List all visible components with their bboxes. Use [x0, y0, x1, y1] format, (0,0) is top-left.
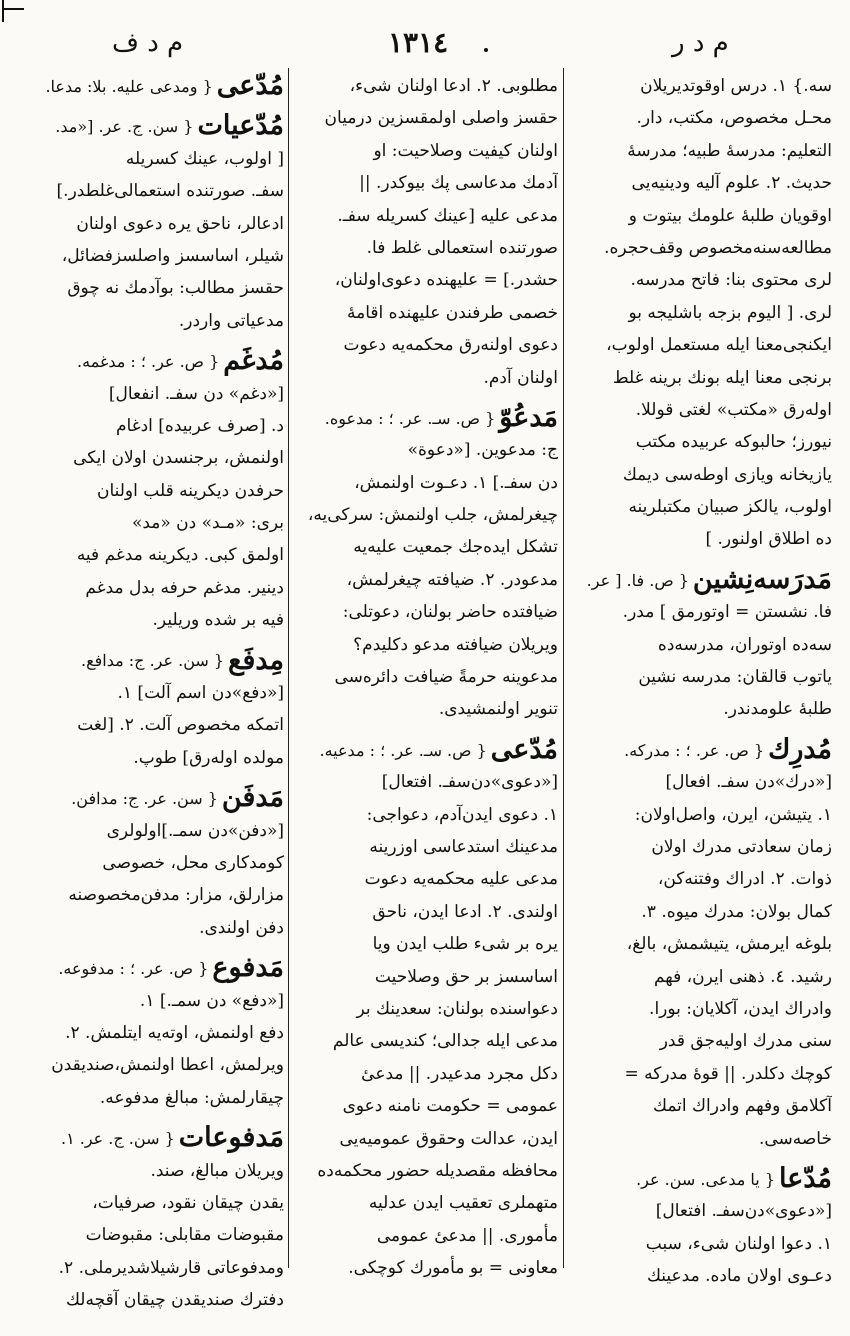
dictionary-entry: [22, 782, 284, 944]
entry-text-line: یازیخانه ویازی اوطه‌سی دیمك: [622, 464, 832, 485]
entry-gap: [296, 394, 558, 402]
entry-head-line: [570, 734, 832, 766]
column-rule-left: [288, 68, 289, 1268]
entry-text-line: ضیافتده حاضر بولنان، دعوتلی:: [342, 602, 558, 623]
entry-text-line: ومدفوعاتی قارشیلاشدیرملی. ٢.: [58, 1257, 284, 1278]
corner-crop-mark-horizontal: [2, 8, 24, 10]
entry-gap: [22, 944, 284, 952]
entry-gap: [22, 337, 284, 345]
entry-text-line: التعلیم: مدرسهٔ طبیه؛ مدرسهٔ: [627, 140, 832, 161]
entry-text-line: دینیر. مدغم حرفه بدل مدغم: [85, 577, 284, 598]
entry-text-line: ١. یتیشن، ایرن، واصل‌اولان:: [634, 804, 832, 825]
entry-gap: [22, 637, 284, 645]
entry-text-line: خصمی طرفندن علیهنده اقامهٔ: [347, 302, 558, 323]
entry-text-line: سه.} ١. درس اوقوتدیریلان: [640, 76, 832, 96]
entry-text-line: مدعودر. ٢. ضیافته چیغرلمش،: [346, 569, 558, 590]
entry-text-line: [«دغم» دن سفـ. انفعال]: [108, 383, 284, 404]
dictionary-entry: [296, 402, 558, 726]
entry-headword: مُدّعی: [490, 733, 558, 765]
column-middle: [296, 70, 558, 1284]
entry-text-line: ویریلان مبالغ، صند.: [150, 1160, 284, 1181]
corner-crop-mark: [2, 0, 4, 22]
entry-text-line: کمال بولان: مدرك میوه. ٣.: [641, 901, 832, 922]
entry-text-line: عمومی = حکومت نامنه دعوی: [342, 1096, 558, 1117]
entry-head-line: [22, 782, 284, 814]
dictionary-entry: [296, 70, 558, 394]
entry-gap: [22, 102, 284, 110]
column-rule-right: [563, 68, 564, 1268]
entry-text-line: مأموری. || مدعیٔ عمومی: [376, 1225, 558, 1246]
entry-text-line: برنجی معنا ایله بونك برینه غلط: [612, 367, 832, 388]
entry-text-line: دعوی اولنه‌رق محکمه‌یه دعوت: [343, 335, 558, 356]
entry-headword: مِدفَع: [228, 644, 284, 676]
entry-text-line: یاتوب قالقان: مدرسه نشین: [638, 667, 832, 688]
entry-text-line: تنویر اولنمشیدی.: [438, 699, 558, 720]
entry-text-line: معاونی = بو مأمورك کوچکی.: [348, 1258, 558, 1279]
entry-text-line: [«دعوی»دن‌سفـ. افتعال]: [655, 1201, 832, 1222]
column-left: [22, 70, 284, 1316]
entry-text-line: زمان سعادتی مدرك اولان: [651, 836, 832, 857]
entry-text-line: [«درك»دن سفـ. افعال]: [665, 772, 832, 793]
entry-head-line: [22, 110, 284, 142]
entry-text-line: [«دفع» دن سمـ.] ١.: [139, 990, 284, 1011]
dictionary-entry: [570, 1163, 832, 1293]
entry-text-line: صورتنده استعمالی غلط فا.: [366, 237, 558, 258]
entry-text-line: کوچك دکلدر. || قوهٔ مدرکه =: [624, 1063, 832, 1084]
entry-text-line: بلوغه ایرمش، یتیشمش، بالغ،: [626, 934, 832, 955]
entry-text-line: مدعیاتی واردر.: [178, 310, 284, 331]
column-right: [570, 70, 832, 1292]
entry-text-line: ویریلان ضیافته مدعو دکلیدم؟: [353, 634, 558, 655]
entry-text-line: لری محتوی بنا: فاتح مدرسه.: [630, 270, 832, 291]
entry-text-line: آکلامق وفهم وادراك اتمك: [653, 1096, 832, 1117]
page-number: ١٣١٤: [388, 26, 449, 59]
entry-grammar: { سن. عر. ج: مدافن.: [71, 788, 218, 808]
entry-text-line: مولده اوله‌رق] طوپ.: [133, 747, 284, 768]
entry-headword: مَدفوع: [212, 952, 284, 984]
dictionary-entry: [22, 345, 284, 637]
dictionary-entry: [22, 1122, 284, 1316]
entry-text-line: سه‌ده اوتوران، مدرسه‌ده: [657, 634, 832, 655]
entry-text-line: [«دعوی»دن‌سفـ. افتعال]: [381, 772, 558, 793]
entry-text-line: دعواسنده بولنان: سعدینك بر: [356, 998, 558, 1019]
entry-head-line: [570, 1163, 832, 1195]
entry-headword: مُدرِك: [768, 733, 832, 765]
entry-text-line: سنی مدرك اولیه‌جق قدر: [659, 1031, 832, 1052]
entry-text-line: [«دفن»دن سمـ.]اولولری: [106, 820, 284, 841]
entry-head-line: [570, 564, 832, 596]
entry-text-line: اتمکه مخصوص آلت. ٢. [لغت: [77, 715, 284, 736]
entry-text-line: حدیث. ٢. علوم آلیه ودینیه‌یی: [631, 173, 832, 194]
entry-text-line: لری. [ الیوم بزجه باشلیجه بو: [628, 302, 832, 323]
entry-text-line: اولندی. ٢. ادعا ایدن، ناحق: [372, 901, 558, 922]
header-right-letters: م د ر: [672, 28, 729, 58]
entry-text-line: دفن اولندی.: [199, 917, 284, 938]
entry-text-line: خاصه‌سی.: [758, 1128, 832, 1149]
dictionary-entry: [22, 952, 284, 1114]
entry-text-line: اولوب، یالکز صبیان مکتبلرینه: [628, 497, 832, 518]
entry-text-line: مدعوینه حرمةً ضیافت دائره‌سی: [334, 667, 558, 688]
entry-text-line: تشکل ایده‌جك جمعیت علیه‌یه: [353, 537, 558, 558]
header-left-letters: م د ف: [112, 28, 184, 58]
entry-headword: مُدغَم: [223, 345, 284, 377]
entry-text-line: مدعی علیه محکمه‌یه دعوت: [364, 869, 558, 890]
dictionary-entry: [22, 70, 284, 102]
entry-text-line: فیه بر شده وریلیر.: [152, 610, 284, 631]
entry-text-line: یقدن چیقان نقود، صرفیات،: [92, 1192, 284, 1213]
entry-text-line: مطالعه‌سنه‌مخصوص وقف‌حجره.: [604, 237, 832, 258]
entry-text-line: اولنان آدم.: [483, 367, 558, 388]
entry-head-line: [296, 402, 558, 434]
entry-text-line: مقبوضات مقابلی: مقبوضات: [85, 1225, 284, 1246]
entry-text-line: مزارلق، مزار: مدفن‌مخصوصنه: [68, 885, 284, 906]
entry-text-line: اوله‌رق «مکتب» لغتی قوللا.: [635, 399, 832, 420]
entry-grammar: { ص. عر. ؛ : مدفوعه.: [58, 958, 209, 978]
entry-text-line: دن سفـ.] ١. دعـوت اولنمش،: [354, 472, 558, 493]
entry-text-line: کومدکاری محل، خصوصی: [102, 852, 284, 873]
entry-headword: مُدّعیات: [197, 110, 284, 142]
entry-gap: [296, 726, 558, 734]
entry-text-line: [ اولوب، عینك کسریله: [125, 148, 284, 169]
entry-gap: [22, 1114, 284, 1122]
entry-text-line: نیورز؛ حالبوکه عربیده مکتب: [635, 432, 832, 453]
dictionary-entry: [570, 734, 832, 1155]
entry-head-line: [22, 1122, 284, 1154]
header-dot: [484, 48, 488, 52]
entry-grammar: { سن. ج. عر. ١.: [60, 1128, 175, 1148]
entry-gap: [570, 726, 832, 734]
entry-text-line: اولمق کبی. دیکرینه مدغم فیه: [76, 545, 284, 566]
entry-text-line: متهملری تعقیب ایدن عدلیه: [368, 1193, 558, 1214]
entry-text-line: وادراك ایدن، آکلایان: بورا.: [649, 998, 832, 1019]
entry-grammar: { ص. عر. ؛ : مدرکه.: [624, 740, 765, 760]
entry-grammar: { ومدعی علیه. بلا: مدعا.: [45, 76, 213, 96]
entry-text-line: حقسز واصلی اولمقسزین درمیان: [324, 108, 558, 129]
dictionary-entry: [22, 645, 284, 775]
entry-headword: مَدفَن: [221, 782, 284, 814]
entry-headword: مَدفوعات: [178, 1122, 284, 1154]
entry-text-line: فا. نشستن = اوتورمق ] مدر.: [622, 602, 832, 623]
entry-text-line: مدعی علیه [عینك کسریله سفـ.: [337, 205, 558, 226]
entry-grammar: { ص. سـ. عر. ؛ : مدعوه.: [324, 408, 496, 428]
entry-text-line: ١. دعوی ایدن‌آدم، دعواجی:: [366, 804, 558, 825]
entry-text-line: مدعینك استدعاسی اوزرینه: [369, 836, 558, 857]
entry-text-line: حرفدن دیکرینه قلب اولنان: [96, 480, 284, 501]
entry-headword: مُدّعی: [216, 70, 284, 101]
entry-text-line: بری: «مـد» دن «مد»: [131, 513, 284, 534]
entry-text-line: ذوات. ٢. ادراك وفتنه‌کن،: [657, 869, 832, 890]
entry-text-line: ١. دعوا اولنان شیء، سبب: [645, 1233, 832, 1254]
entry-text-line: سفـ. صورتنده استعمالی‌غلطدر.]: [56, 181, 284, 202]
entry-gap: [570, 556, 832, 564]
entry-text-line: ج: مدعوین. [«دعوة»: [407, 440, 558, 461]
entry-grammar: { یا مدعی. سن. عر.: [636, 1169, 776, 1189]
dictionary-entry: [296, 734, 558, 1285]
entry-head-line: [22, 345, 284, 377]
entry-headword: مُدّعا: [779, 1162, 832, 1194]
entry-text-line: مطلوبی. ٢. ادعا اولنان شیء،: [349, 76, 558, 96]
entry-text-line: ایدن، عدالت وحقوق عمومیه‌یی: [339, 1128, 558, 1149]
entry-head-line: [22, 645, 284, 677]
entry-text-line: مدعی ایله جدالی؛ کندیسی عالم: [332, 1031, 558, 1052]
entry-grammar: { سن. ج. عر. [«مد.: [55, 117, 194, 137]
entry-text-line: محـل مخصوص، مکتب، دار.: [636, 108, 832, 129]
entry-text-line: شیلر، اساسسز واصلسزفضائل،: [61, 245, 284, 266]
entry-text-line: طلبهٔ علومدندر.: [723, 699, 832, 720]
entry-text-line: دفع اولنمش، اوته‌یه ایتلمش. ٢.: [65, 1022, 284, 1043]
entry-text-line: آدمك مدعاسی پك بیوکدر. ||: [359, 173, 558, 194]
entry-text-line: ده اطلاق اولنور. ]: [705, 529, 832, 550]
entry-text-line: اوقویان طلبهٔ علومك بیتوت و: [628, 205, 832, 226]
entry-text-line: دعـوی اولان ماده. مدعینك: [646, 1266, 832, 1287]
entry-text-line: ویرلمش، اعطا اولنمش،صندیقدن: [51, 1055, 284, 1076]
entry-text-line: ایکنجی‌معنا ایله مستعمل اولوب،: [606, 335, 832, 356]
entry-text-line: چیغرلمش، جلب اولنمش: سرکی‌یه،: [307, 505, 558, 526]
entry-gap: [22, 774, 284, 782]
entry-text-line: چیقارلمش: مبالغ مدفوعه.: [99, 1087, 284, 1108]
dictionary-entry: [570, 564, 832, 726]
entry-grammar: { ص. فا. [ عر.: [586, 570, 689, 590]
entry-grammar: { ص. عر. ؛ : مدغمه.: [77, 351, 220, 371]
entry-text-line: د. [صرف عربیده] ادغام: [116, 415, 284, 436]
entry-text-line: یره بر شیء طلب ایدن ویا: [372, 934, 558, 955]
entry-text-line: اساسسز بر حق وصلاحیت: [374, 966, 558, 987]
entry-headword: مَدرَسه‌نِشین: [692, 563, 832, 595]
entry-text-line: [«دفع»دن اسم آلت] ١.: [117, 683, 284, 704]
entry-text-line: دکل مجرد مدعیدر. || مدعیٔ: [361, 1063, 558, 1084]
entry-text-line: محافظه مقصدیله حضور محکمه‌ده: [317, 1160, 558, 1181]
entry-headword: مَدعُوّ: [499, 401, 558, 433]
dictionary-entry: [570, 70, 832, 556]
entry-text-line: ادعالر، ناحق یره دعوی اولنان: [76, 213, 284, 234]
entry-text-line: رشید. ٤. ذهنی ایرن، فهم: [653, 966, 832, 987]
entry-gap: [570, 1155, 832, 1163]
entry-text-line: دفترك صندیقدن چیقان آقچه‌لك: [65, 1290, 284, 1311]
entry-head-line: [22, 952, 284, 984]
entry-text-line: حشدر.] = علیهنده دعوی‌اولنان،: [334, 270, 558, 291]
entry-head-line: [296, 734, 558, 766]
dictionary-entry: [22, 110, 284, 337]
entry-text-line: حقسز مطالب: بوآدمك نه چوق: [67, 278, 284, 299]
page-header: [0, 26, 850, 64]
entry-grammar: { ص. سـ. عر. ؛ : مدعیه.: [319, 740, 487, 760]
entry-text-line: اولنمش، برجنسدن اولان ایکی: [73, 448, 284, 469]
entry-text-line: اولنان کیفیت وصلاحیت: او: [373, 140, 558, 161]
entry-grammar: { سن. عر. ج: مدافع.: [81, 651, 225, 671]
entry-head-line: [22, 70, 284, 102]
